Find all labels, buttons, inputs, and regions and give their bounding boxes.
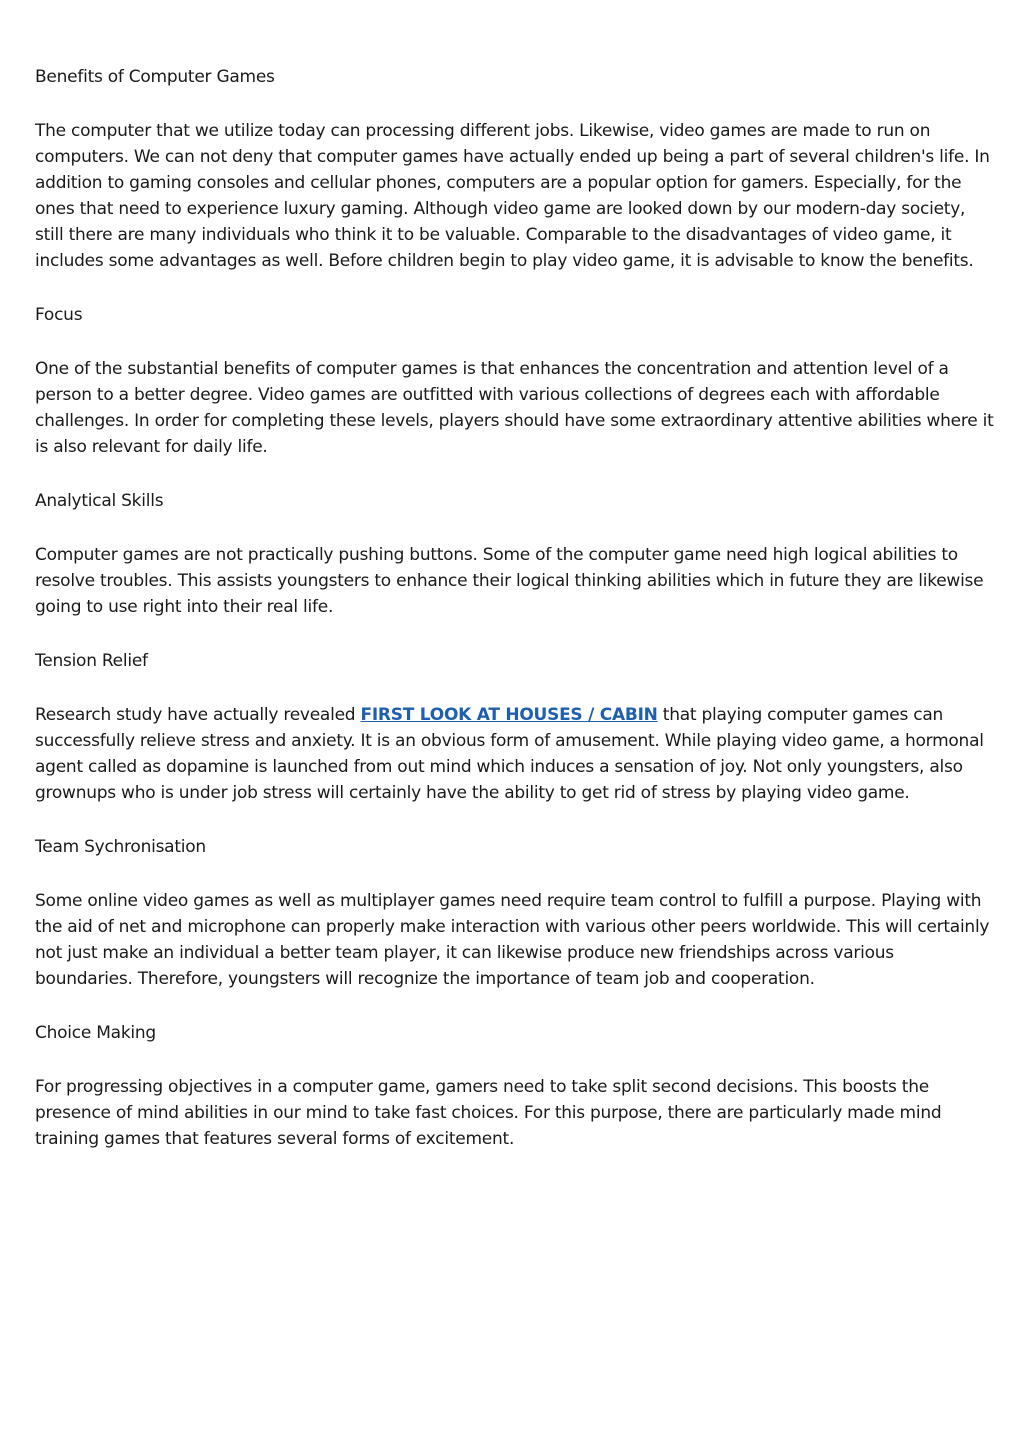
tension-relief-text-after-link: that playing computer games can successfully relieve stress and anxiety. It is an obvious form of amusement. While playing video game, a hormonal agent called as dopamine is launched from out mind which induces a sensation of joy. Not only youngsters, also grownups who is under job stress will certainly have the ability to get rid of stress by playing video game. <box>35 705 984 803</box>
section-heading-tension-relief: Tension Relief <box>35 651 148 671</box>
section-body-choice-making: For progressing objectives in a computer game, gamers need to take split second decisions. This boosts the presence of mind abilities in our mind to take fast choices. For this purpose, there are particularly made mind training games that features several forms of excitement. <box>35 1077 942 1149</box>
section-heading-team-sychronisation: Team Sychronisation <box>35 837 206 857</box>
intro-paragraph: The computer that we utilize today can processing different jobs. Likewise, video games are made to run on computers. We can not deny that computer games have actually ended up being a part of several children's life. In addition to gaming consoles and cellular phones, computers are a popular option for gamers. Especially, for the ones that need to experience luxury gaming. Although video game are looked down by our modern-day society, still there are many individuals who think it to be valuable. Comparable to the disadvantages of video game, it includes some advantages as well. Before children begin to play video game, it is advisable to know the benefits. <box>35 121 990 271</box>
document-title: Benefits of Computer Games <box>35 67 275 87</box>
houses-cabin-link[interactable]: FIRST LOOK AT HOUSES / CABIN <box>360 705 658 725</box>
tension-relief-text-before-link: Research study have actually revealed <box>35 705 361 725</box>
section-body-tension-relief <box>35 702 995 806</box>
section-body-focus: One of the substantial benefits of computer games is that enhances the concentration and attention level of a person to a better degree. Video games are outfitted with various collections of degrees each with affordable challenges. In order for completing these levels, players should have some extraordinary attentive abilities where it is also relevant for daily life. <box>35 359 994 457</box>
section-heading-focus: Focus <box>35 305 83 325</box>
document-page <box>35 64 995 1180</box>
section-heading-choice-making: Choice Making <box>35 1023 156 1043</box>
section-body-team-sychronisation: Some online video games as well as multiplayer games need require team control to fulfill a purpose. Playing with the aid of net and microphone can properly make interaction with various other peers worldwide. This will certainly not just make an individual a better team player, it can likewise produce new friendships across various boundaries. Therefore, youngsters will recognize the importance of team job and cooperation. <box>35 891 990 989</box>
section-heading-analytical-skills: Analytical Skills <box>35 491 164 511</box>
section-body-analytical-skills: Computer games are not practically pushing buttons. Some of the computer game need high logical abilities to resolve troubles. This assists youngsters to enhance their logical thinking abilities which in future they are likewise going to use right into their real life. <box>35 545 984 617</box>
